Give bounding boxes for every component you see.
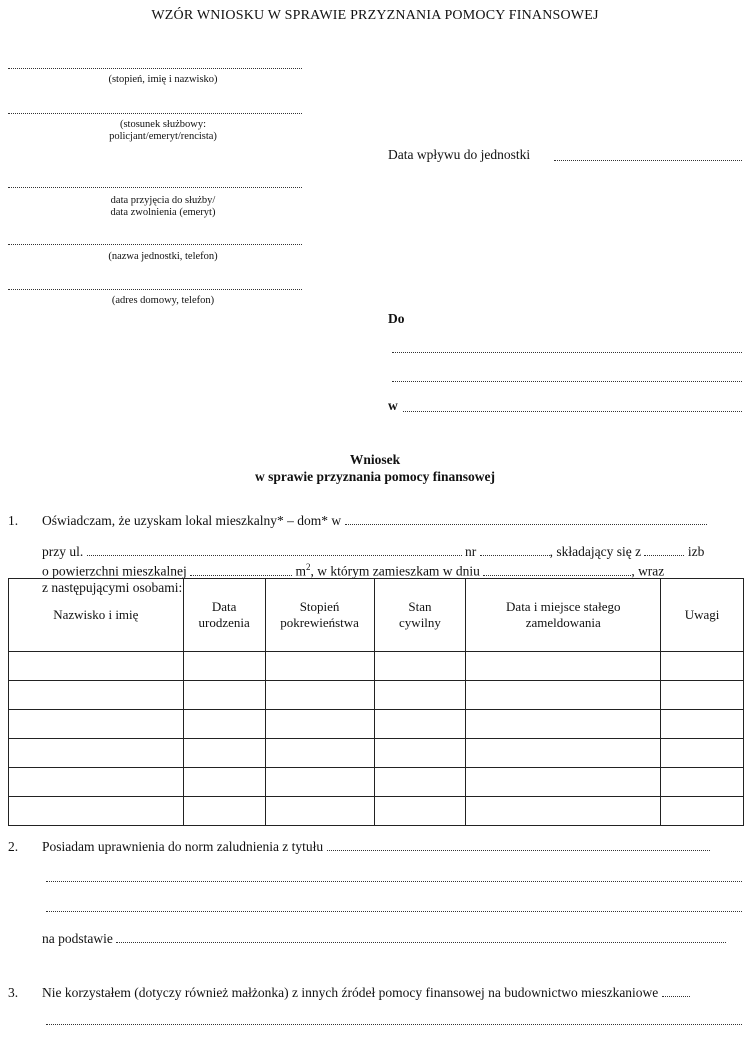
addressee-to-label: Do [388, 311, 405, 326]
cell-name[interactable] [9, 739, 184, 768]
move-in-date-field[interactable] [483, 575, 631, 576]
no-other-aid-statement: Nie korzystałem (dotyczy również małżonka) z innych źródeł pomocy finansowej na budownictwo mieszkaniowe [42, 985, 659, 1000]
cell-remarks[interactable] [661, 768, 744, 797]
table-row [9, 768, 744, 797]
move-in-label: , w którym zamieszkam w dniu [310, 563, 480, 579]
house-number-field[interactable] [480, 555, 550, 556]
address-line [8, 289, 302, 290]
street-label: przy ul. [42, 544, 84, 559]
relation-line [8, 113, 302, 114]
document-title: WZÓR WNIOSKU W SPRAWIE PRZYZNANIA POMOCY FINANSOWEJ [151, 8, 599, 23]
cell-relationship[interactable] [265, 797, 374, 826]
column-header-birth-date: Data urodzenia [183, 579, 265, 652]
table-row [9, 652, 744, 681]
rooms-unit: izb [687, 544, 705, 559]
entitlement-line-2[interactable] [46, 881, 742, 882]
area-field[interactable] [190, 575, 292, 576]
section-2-line-1 [42, 839, 742, 855]
area-label: o powierzchni mieszkalnej [42, 563, 187, 579]
cell-relationship[interactable] [265, 768, 374, 797]
cell-birth-date[interactable] [183, 710, 265, 739]
entitlement-line-3[interactable] [46, 911, 742, 912]
table-row [9, 739, 744, 768]
cell-name[interactable] [9, 710, 184, 739]
address-caption: (adres domowy, telefon) [111, 295, 215, 306]
cell-remarks[interactable] [661, 652, 744, 681]
rooms-label: , składający się z [549, 544, 642, 559]
cell-residence[interactable] [466, 681, 661, 710]
section-1-line-1 [42, 513, 742, 529]
table-row [9, 710, 744, 739]
applicant-name-caption: (stopień, imię i nazwisko) [108, 74, 218, 85]
house-number-label: nr [465, 544, 477, 559]
column-header-marital-status: Stan cywilny [374, 579, 466, 652]
no-other-aid-line-2[interactable] [46, 1024, 742, 1025]
addressee-location-line[interactable] [403, 411, 742, 412]
cell-birth-date[interactable] [183, 797, 265, 826]
receipt-date-line[interactable] [554, 160, 742, 161]
cell-remarks[interactable] [661, 797, 744, 826]
cell-residence[interactable] [466, 739, 661, 768]
addressee-in-label: w [388, 398, 398, 413]
addressee-line-2[interactable] [392, 381, 742, 382]
applicant-name-line [8, 68, 302, 69]
cell-birth-date[interactable] [183, 739, 265, 768]
lodging-place-field[interactable] [345, 524, 707, 525]
cell-relationship[interactable] [265, 739, 374, 768]
relation-caption-1: (stosunek służbowy: [119, 119, 207, 130]
section-2-basis [42, 931, 742, 947]
persons-label: z następującymi osobami: [42, 580, 183, 595]
cell-remarks[interactable] [661, 739, 744, 768]
unit-line [8, 244, 302, 245]
addressee-line-1[interactable] [392, 352, 742, 353]
cell-relationship[interactable] [265, 652, 374, 681]
column-header-name: Nazwisko i imię [9, 579, 184, 652]
cell-relationship[interactable] [265, 710, 374, 739]
cell-relationship[interactable] [265, 681, 374, 710]
basis-label: na podstawie [42, 931, 113, 946]
cell-marital-status[interactable] [374, 652, 466, 681]
cell-birth-date[interactable] [183, 652, 265, 681]
cell-residence[interactable] [466, 768, 661, 797]
column-header-remarks: Uwagi [661, 579, 744, 652]
receipt-date-label: Data wpływu do jednostki [388, 147, 531, 162]
with-label: , wraz [631, 563, 665, 579]
table-header-row [9, 579, 744, 652]
cell-marital-status[interactable] [374, 739, 466, 768]
table-row [9, 797, 744, 826]
rooms-field[interactable] [644, 555, 684, 556]
cell-name[interactable] [9, 681, 184, 710]
cell-marital-status[interactable] [374, 797, 466, 826]
section-1-line-2 [42, 544, 742, 560]
relation-caption-2: policjant/emeryt/rencista) [109, 131, 217, 142]
application-subheading: w sprawie przyznania pomocy finansowej [255, 469, 495, 484]
cell-name[interactable] [9, 768, 184, 797]
area-unit: m [295, 563, 306, 579]
entitlement-title-field[interactable] [327, 850, 710, 851]
section-3-line-1 [42, 985, 742, 1001]
cell-residence[interactable] [466, 652, 661, 681]
service-date-line [8, 187, 302, 188]
section-3-number: 3. [8, 985, 19, 1000]
unit-caption: (nazwa jednostki, telefon) [108, 251, 218, 262]
cell-birth-date[interactable] [183, 768, 265, 797]
cell-marital-status[interactable] [374, 710, 466, 739]
household-members-table [8, 578, 744, 826]
lodging-declaration: Oświadczam, że uzyskam lokal mieszkalny* – dom* w [42, 513, 342, 528]
area-unit-exponent: 2 [305, 562, 311, 572]
service-date-caption-2: data zwolnienia (emeryt) [110, 207, 216, 218]
section-1-line-3 [42, 562, 742, 580]
section-2-number: 2. [8, 839, 19, 854]
cell-residence[interactable] [466, 797, 661, 826]
service-date-caption-1: data przyjęcia do służby/ [110, 195, 216, 206]
cell-name[interactable] [9, 797, 184, 826]
entitlement-label: Posiadam uprawnienia do norm zaludnienia z tytułu [42, 839, 324, 854]
column-header-residence: Data i miejsce stałego zameldowania [466, 579, 661, 652]
cell-remarks[interactable] [661, 681, 744, 710]
cell-marital-status[interactable] [374, 681, 466, 710]
table-row [9, 681, 744, 710]
cell-name[interactable] [9, 652, 184, 681]
cell-remarks[interactable] [661, 710, 744, 739]
cell-marital-status[interactable] [374, 768, 466, 797]
column-header-relationship: Stopień pokrewieństwa [265, 579, 374, 652]
street-field[interactable] [87, 555, 462, 556]
basis-field[interactable] [116, 942, 726, 943]
no-other-aid-field[interactable] [662, 996, 690, 997]
cell-residence[interactable] [466, 710, 661, 739]
cell-birth-date[interactable] [183, 681, 265, 710]
section-1-number: 1. [8, 513, 19, 528]
application-heading: Wniosek [349, 452, 401, 467]
